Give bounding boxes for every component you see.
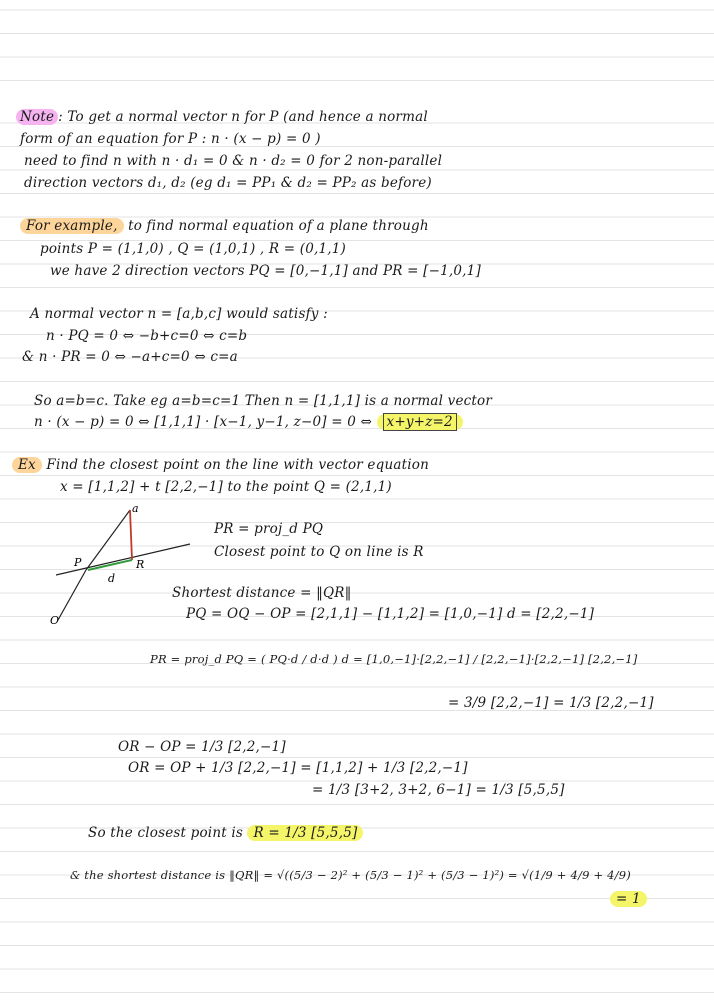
note-line-4: direction vectors d₁, d₂ (eg d₁ = PP₁ & d₂ = PP₂ as before) — [24, 175, 432, 191]
diagram-label-o: O — [50, 614, 60, 627]
diagram-text-2: Closest point to Q on line is R — [214, 544, 424, 560]
note-line-3: need to find n with n · d₁ = 0 & n · d₂ = 0 for 2 non-parallel — [24, 153, 443, 169]
normal-line-2: n · PQ = 0 ⇔ −b+c=0 ⇔ c=b — [46, 328, 248, 344]
so-line-1: So a=b=c. Take eg a=b=c=1 Then n = [1,1,1] is a normal vector — [34, 393, 493, 409]
note-line-1: Note : To get a normal vector n for P (and hence a normal — [16, 108, 428, 126]
distance-answer: = 1 — [610, 891, 647, 907]
work-line-1: Shortest distance = ‖QR‖ — [172, 585, 352, 601]
diagram-label-p: P — [74, 556, 82, 569]
work-line-2: PQ = OQ − OP = [2,1,1] − [1,1,2] = [1,0,−1] d = [2,2,−1] — [186, 606, 595, 622]
normal-line-1: A normal vector n = [a,b,c] would satisfy : — [30, 306, 328, 322]
work-line-4: = 3/9 [2,2,−1] = 1/3 [2,2,−1] — [448, 695, 654, 711]
distance-answer-line — [610, 890, 647, 908]
example-line-3: we have 2 direction vectors PQ = [0,−1,1] and PR = [−1,0,1] — [50, 263, 481, 279]
example-line-2: points P = (1,1,0) , Q = (1,0,1) , R = (0,1,1) — [40, 241, 347, 257]
work-line-5: OR − OP = 1/3 [2,2,−1] — [118, 739, 286, 755]
note-label: Note — [16, 109, 58, 125]
ex-line-2: x = [1,1,2] + t [2,2,−1] to the point Q = (2,1,1) — [60, 479, 392, 495]
so-line-2: n · (x − p) = 0 ⇔ [1,1,1] · [x−1, y−1, z−0] = 0 ⇔ x+y+z=2 — [34, 413, 463, 431]
example-line-1: For example, to find normal equation of a plane through — [20, 217, 429, 235]
diagram-op — [58, 570, 86, 620]
plane-equation-answer: x+y+z=2 — [377, 414, 463, 430]
diagram-text-1: PR = proj_d PQ — [214, 521, 324, 537]
closest-line: So the closest point is R = 1/3 [5,5,5] — [88, 824, 363, 842]
work-line-7: = 1/3 [3+2, 3+2, 6−1] = 1/3 [5,5,5] — [312, 782, 565, 798]
normal-line-3: & n · PR = 0 ⇔ −a+c=0 ⇔ c=a — [22, 349, 238, 365]
example-label: For example, — [20, 218, 124, 234]
distance-line: & the shortest distance is ‖QR‖ = √((5/3 − 2)² + (5/3 − 1)² + (5/3 − 1)²) = √(1/9 + 4/9 + 4/9) — [70, 868, 631, 882]
work-line-3: PR = proj_d PQ = ( PQ·d / d·d ) d = [1,0,−1]·[2,2,−1] / [2,2,−1]·[2,2,−1] [2,2,−1] — [150, 652, 638, 666]
diagram-qr — [130, 510, 132, 560]
line-point-diagram — [48, 500, 198, 630]
note-line-2: form of an equation for P : n · (x − p) = 0 ) — [20, 131, 321, 147]
work-line-6: OR = OP + 1/3 [2,2,−1] = [1,1,2] + 1/3 [2,2,−1] — [128, 760, 468, 776]
ex-label: Ex — [12, 457, 42, 473]
ex-line-1: Ex Find the closest point on the line with vector equation — [12, 456, 429, 474]
diagram-label-q: a — [132, 502, 139, 515]
diagram-d-vector — [88, 560, 132, 570]
diagram-label-r: R — [136, 558, 145, 571]
closest-point-answer: R = 1/3 [5,5,5] — [247, 825, 363, 841]
diagram-label-d: d — [108, 572, 116, 585]
